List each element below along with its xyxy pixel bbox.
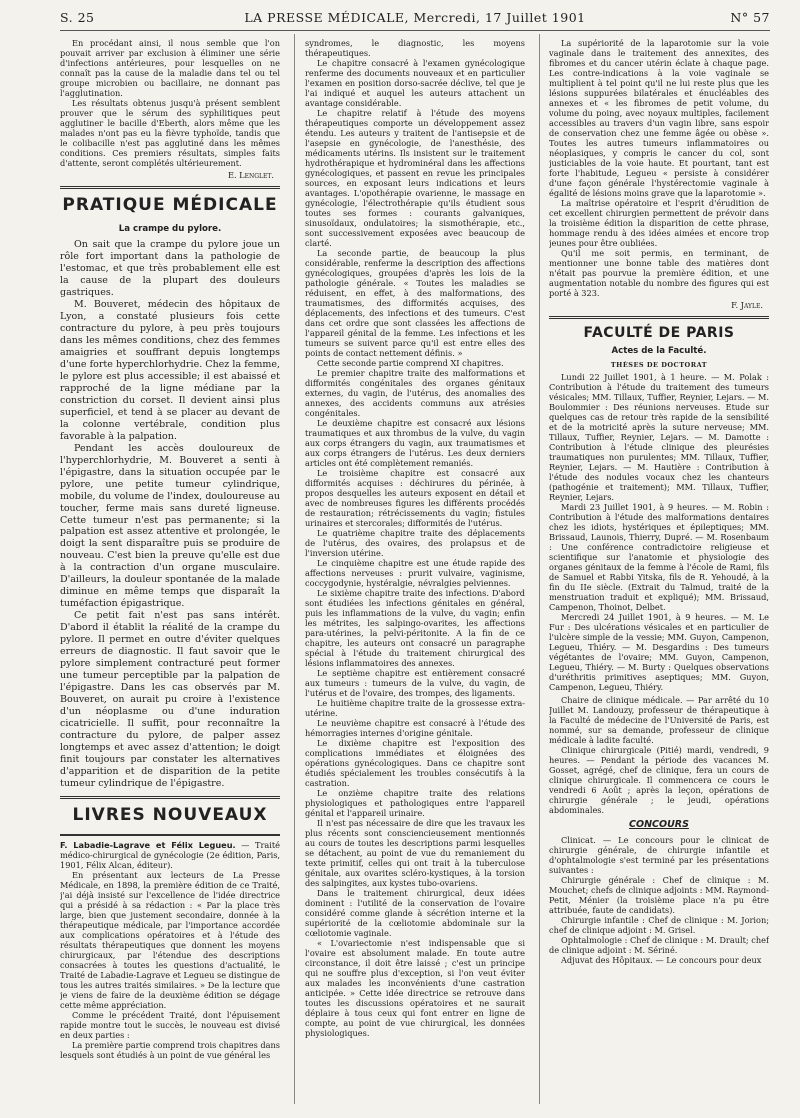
paragraph: Pendant les accès douloureux de l'hyperchlorhydrie, M. Bouveret a senti à l'épigastre, dans la situation occupée par le pylore, une petite tumeur cylindrique, mobile, du volume de l'index, douloureuse au toucher, ferme mais sans dureté ligneuse. Cette tumeur n'est pas permanente; si la palpation est assez attentive et prolongée, le doigt la sent disparaître puis se produire de nouveau. C'est bien la preuve qu'elle est due à la contraction d'un organe musculaire. D'ailleurs, la douleur spontanée de la malade diminue en même temps que disparaît la tuméfaction épigastrique.: [60, 442, 280, 610]
column-2: [305, 38, 525, 1110]
section-rule: [60, 834, 280, 836]
book-title: — Traité médico-chirurgical de gynécologie (2e édition, Paris, 1901, Félix Alcan, éditeur).: [60, 839, 280, 870]
header-rule: [60, 30, 770, 31]
concours-entry: Chirurgie infantile : Chef de clinique : M. Jorion; chef de clinique adjoint : M. Grisel.: [549, 915, 769, 936]
paragraph: La seconde partie, de beaucoup la plus considérable, renferme la description des affections gynécologiques, groupées d'après les lois de la pathologie générale. « Toutes les maladies se réduisent, en effet, à des malformations, des traumatismes, des difformités acquises, des déplacements, des infections et des tumeurs. C'est dans cet ordre que sont classées les affections de l'appareil génital de la femme. Les infections et les tumeurs se suivent parce qu'il est entre elles des points de contact nettement définis. »: [305, 248, 525, 358]
concours-entry: Adjuvat des Hôpitaux. — Le concours pour deux: [561, 955, 762, 966]
paragraph: Le sixième chapitre traite des infections. D'abord sont étudiées les infections génitales en général, puis les inflammations de la vulve, du vagin; enfin les métrites, les salpingo-ovarites, les affections para-utérines, la pelvi-péritonite. A la fin de ce chapitre, les auteurs ont consacré un paragraphe spécial à l'étude du traitement chirurgical des lésions inflammatoires des annexes.: [305, 588, 525, 668]
paragraph: Le cinquième chapitre est une étude rapide des affections nerveuses : prurit vulvaire, vaginisme, coccygodynie, hystéralgie, névralgies pelviennes.: [305, 558, 525, 588]
paragraph: Le chapitre consacré à l'examen gynécologique renferme des documents nouveaux et en particulier l'examen en position dorso-sacrée déclive, tel que je l'ai indiqué et auquel les auteurs attachent un avantage considérable.: [305, 58, 525, 108]
thesis-entry: Mercredi 24 Juillet 1901, à 9 heures. — M. Le Fur : Des ulcérations vésicales et en particulier de l'ulcère simple de la vessie; MM. Guyon, Campenon, Legueu, Thiéry. — M. Desgardins : Des tumeurs végétantes de l'ovaire; MM. Guyon, Campenon, Legueu, Thiéry. — M. Burty : Quelques observations d'uréthritis primitives aseptiques; MM. Guyon, Campenon, Legueu, Thiéry.: [549, 612, 769, 693]
paragraph: Les résultats obtenus jusqu'à présent semblent prouver que le sérum des syphilitiques peut agglutiner le bacille d'Eberth, alors même que les malades n'ont pas eu la fièvre typhoïde, tandis que le colibacille n'est pas agglutiné dans les mêmes conditions. Ces premiers résultats, simples faits d'attente, seront complétés ultérieurement.: [60, 98, 280, 168]
paragraph: Le huitième chapitre traite de la grossesse extra-utérine.: [305, 698, 525, 718]
paragraph: Le deuxième chapitre est consacré aux lésions traumatiques et aux thrombus de la vulve, du vagin aux corps étrangers du vagin, aux traumatismes et aux corps étrangers de l'utérus. Les deux derniers articles ont été complètement remaniés.: [305, 418, 525, 468]
column-3: [549, 38, 769, 1110]
page-header: [60, 4, 770, 30]
paragraph: Le septième chapitre est entièrement consacré aux tumeurs : tumeurs de la vulve, du vagin, de l'utérus et de l'ovaire, des trompes, des ligaments.: [305, 668, 525, 698]
paragraph: La première partie comprend trois chapitres dans lesquels sont étudiés à un point de vue général les: [60, 1039, 280, 1060]
concours-entry: Ophtalmologie : Chef de clinique : M. Drault; chef de clinique adjoint : M. Sériné.: [549, 935, 769, 956]
paragraph: Ce petit fait n'est pas sans intérêt. D'abord il établit la réalité de la crampe du pylore. Il permet en outre d'éviter quelques erreurs de diagnostic. Il faut savoir que le pylore simplement contracturé peut former une tumeur perceptible par la palpation de l'épigastre. Dans les cas observés par M. Bouveret, on aurait pu croire à l'existence d'un néoplasme ou d'une induration cicatricielle. Il suffit, pour reconnaître la contracture du pylore, de palper assez longtemps et avec assez d'attention; le doigt finit toujours par constater les alternatives d'apparition et de disparition de la petite tumeur cylindrique de l'épigastre.: [60, 610, 280, 789]
paragraph: Il n'est pas nécessaire de dire que les travaux les plus récents sont consciencieusement mentionnés au cours de toutes les descriptions parmi lesquelles se détachent, au point de vue du remaniement du texte primitif, celles qui ont trait à la tuberculose génitale, aux ovarites scléro-kystiques, à la torsion des salpingites, aux kystes tubo-ovariens.: [305, 818, 525, 888]
column-divider: [539, 34, 540, 1104]
column-1: [60, 38, 280, 1110]
section-title-livres: LIVRES NOUVEAUX: [72, 804, 268, 825]
paragraph: Le onzième chapitre traite des relations physiologiques et pathologiques entre l'appareil génital et l'appareil urinaire.: [305, 788, 525, 818]
paragraph: Dans le traitement chirurgical, deux idées dominent : l'utilité de la conservation de l'ovaire considéré comme glande à sécrétion interne et la supériorité de la cœliotomie abdominale sur la cœliotomie vaginale.: [305, 888, 525, 938]
paragraph: Le troisième chapitre est consacré aux difformités acquises : déchirures du périnée, à propos desquelles les auteurs exposent en détail et avec de nombreuses figures les différents procédés de restauration; rétrécissements du vagin; fistules urinaires et stercorales; difformités de l'utérus.: [305, 468, 525, 528]
paragraph: Cette seconde partie comprend XI chapitres.: [317, 358, 504, 368]
paragraph: En présentant aux lecteurs de La Presse Médicale, en 1898, la première édition de ce Traité, j'ai déjà insisté sur l'excellence de l'idée directrice qui a présidé à sa rédaction : « Par la place très large, bien que justement secondaire, donnée à la thérapeutique médicale, par l'importance accordée aux complications opératoires et à l'étude des résultats thérapeutiques que donnent les moyens chirurgicaux, par l'étendue des descriptions consacrées à toutes les questions d'actualité, le Traité de Labadie-Lagrave et Legueu se distingue de tous les autres traités similaires. » De la lecture que je viens de faire de la deuxième édition se dégage cette même appréciation.: [60, 869, 280, 1010]
paragraph: En procédant ainsi, il nous semble que l'on pouvait arriver par exclusion à éliminer une série d'infections antérieures, pour lesquelles on ne connaît pas la cause de la maladie dans tel ou tel groupe microbien ou bacillaire, ne donnant pas l'agglutination.: [60, 38, 280, 98]
paragraph: Le neuvième chapitre est consacré à l'étude des hémorragies internes d'origine génitale.: [305, 718, 525, 738]
page-number: S. 25: [60, 10, 95, 25]
article-subtitle: La crampe du pylore.: [118, 223, 222, 234]
section-title-pratique: PRATIQUE MÉDICALE: [62, 195, 278, 215]
paragraph: La maîtrise opératoire et l'esprit d'érudition de cet excellent chirurgien permettent de prévoir dans la troisième édition la disparition de cette phrase, hommage rendu à des idées aimées et encore trop jeunes pour être oubliées.: [549, 198, 769, 248]
notice-clinique-chirurgicale: Clinique chirurgicale (Pitié) mardi, vendredi, 9 heures. — Pendant la période des vacances M. Gosset, agrégé, chef de clinique, fera un cours de clinique chirurgicale. Il commencera ce cours le vendredi 6 Août ; après la leçon, opérations de chirurgie générale ; le jeudi, opérations abdominales.: [549, 745, 769, 816]
acts-title: Actes de la Faculté.: [611, 346, 707, 357]
theses-title: THÈSES DE DOCTORAT: [610, 360, 708, 369]
concours-entry: Clinicat. — Le concours pour le clinicat de chirurgie générale, de chirurgie infantile et d'ophtalmologie s'est terminé par les présentations suivantes :: [549, 835, 769, 876]
thesis-entry: Lundi 22 Juillet 1901, à 1 heure. — M. Polak : Contribution à l'étude du traitement des tumeurs vésicales; MM. Tillaux, Tuffier, Reynier, Lejars. — M. Boulommier : Des réunions nerveuses. Etude sur quelques cas de retour très rapide de la sensibilité et de la motricité après la suture nerveuse; MM. Tillaux, Tuffier, Reynier, Lejars. — M. Damotte : Contribution à l'étude clinique des pleurésies traumatiques non purulentes; MM. Tillaux, Tuffier, Reynier, Lejars. — M. Hautière : Contribution à l'étude des nodules vocaux chez les chanteurs (pathogénie et traitement); MM. Tillaux, Tuffier, Reynier, Lejars.: [549, 372, 769, 503]
column-divider: [294, 34, 295, 1104]
author-signature: E. Lenglet.: [227, 170, 274, 180]
paragraph: On sait que la crampe du pylore joue un rôle fort important dans la pathologie de l'estomac, et que très probablement elle est la cause de la plupart des douleurs gastriques.: [60, 239, 280, 299]
paragraph: « L'ovariectomie n'est indispensable que si l'ovaire est absolument malade. En toute autre circonstance, il doit être laissé ; c'est un principe qui ne souffre plus d'exception, si l'on veut éviter aux malades les inconvénients d'une castration anticipée. » Cette idée directrice se retrouve dans toutes les discussions opératoires et ne saurait déplaire à tous ceux qui font entrer en ligne de compte, au point de vue chirurgical, les données physiologiques.: [305, 938, 525, 1038]
book-authors: F. Labadie-Lagrave et Félix Legueu.: [60, 839, 236, 850]
book-reference: [60, 840, 280, 870]
paragraph: La supériorité de la laparotomie sur la voie vaginale dans le traitement des annexites, des fibromes et du cancer utérin éclate à chaque page. Les contre-indications à la voie vaginale se multiplient à tel point qu'il ne lui reste plus que les lésions suppurées bilatérales et énucléables des annexes et « les fibromes de petit volume, du volume du poing, avec noyaux multiples, facilement accessibles au travers d'un vagin libre, sans espoir de conservation chez une femme âgée ou obèse ». Toutes les autres tumeurs inflammatoires ou néoplasiques, y compris le cancer du col, sont justiciables de la voie haute. Et pourtant, tant est forte l'habitude, Legueu « persiste à considérer d'une façon générale l'hystérectomie vaginale à égalité de lésions moins grave que la laparotomie ».: [549, 38, 769, 198]
author-signature: F. Jayle.: [731, 300, 763, 310]
paragraph: Qu'il me soit permis, en terminant, de mentionner une bonne table des matières dont n'était pas pourvue la première édition, et une augmentation notable du nombre des figures qui est porté à 323.: [549, 248, 769, 298]
section-rule: [60, 796, 280, 799]
paragraph: syndromes, le diagnostic, les moyens thérapeutiques.: [305, 38, 525, 58]
paragraph: Le dixième chapitre est l'exposition des complications immédiates et éloignées des opérations gynécologiques. Dans ce chapitre sont étudiés spécialement les troubles consécutifs à la castration.: [305, 738, 525, 788]
notice-clinique-medicale: Chaire de clinique médicale. — Par arrêté du 10 Juillet M. Landouzy, professeur de thérapeutique à la Faculté de médecine de l'Université de Paris, est nommé, sur sa demande, professeur de clinique médicale à ladite faculté.: [549, 695, 769, 746]
newspaper-title: LA PRESSE MÉDICALE, Mercredi, 17 Juillet 1901: [244, 10, 586, 25]
paragraph: Le chapitre relatif à l'étude des moyens thérapeutiques comporte un développement assez étendu. Les auteurs y traitent de l'antisepsie et de l'asepsie en gynécologie, de l'anesthésie, des médicaments utérins. Ils insistent sur le traitement hydrothérapique et hydrominéral dans les affections gynécologiques, et passent en revue les principales sources, en exposant leurs indications et leurs avantages. L'opothérapie ovarienne, le massage en gynécologie, l'électrothérapie qu'ils étudient sous toutes ses formes : courants galvaniques, sinusoïdaux, ondulatoires; la sismothérapie, etc., sont successivement exposées avec beaucoup de clarté.: [305, 108, 525, 248]
issue-number: N° 57: [730, 10, 770, 25]
concours-entry: Chirurgie générale : Chef de clinique : M. Mouchet; chefs de clinique adjoints : MM. Raymond-Petit, Ménier (la troisième place n'a pu être attribuée, faute de candidats).: [549, 875, 769, 916]
section-rule: [549, 316, 769, 319]
paragraph: Le premier chapitre traite des malformations et difformités congénitales des organes génitaux externes, du vagin, de l'utérus, des anomalies des annexes, des accidents communs aux atrésies congénitales.: [305, 368, 525, 418]
section-title-faculte: FACULTÉ DE PARIS: [583, 325, 735, 341]
section-rule: [60, 186, 280, 189]
paragraph: Comme le précédent Traité, dont l'épuisement rapide montre tout le succès, le nouveau est divisé en deux parties :: [60, 1009, 280, 1040]
section-title-concours: CONCOURS: [629, 819, 689, 831]
paragraph: Le quatrième chapitre traite des déplacements de l'utérus, des ovaires, des prolapsus et de l'inversion utérine.: [305, 528, 525, 558]
thesis-entry: Mardi 23 Juillet 1901, à 9 heures. — M. Robin : Contribution à l'étude des malformations dentaires chez les idiots, hystériques et épileptiques; MM. Brissaud, Launois, Thierry, Dupré. — M. Rosenbaum : Une conférence contradictoire religieuse et scientifique sur l'anatomie et physiologie des organes génitaux de la femme à l'école de Rami, fils de Samuel et Rabbi Yitska, fils de R. Yehoudé, à la fin du IIe siècle. (Extrait du Talmud, traité de la menstruation traduit et expliqué); MM. Brissaud, Campenon, Thoinot, Delbet.: [549, 502, 769, 613]
paragraph: M. Bouveret, médecin des hôpitaux de Lyon, a constaté plusieurs fois cette contracture du pylore, à peu près toujours dans les mêmes conditions, chez des femmes amaigries et souffrant depuis longtemps d'une forte hyperchlorhydrie. Chez la femme, le pylore est plus accessible; il est abaissé et rapproché de la ligne médiane par la constriction du corset. Il devient ainsi plus superficiel, et tend à se placer au devant de la colonne vertébrale, condition plus favorable à la palpation.: [60, 299, 280, 442]
